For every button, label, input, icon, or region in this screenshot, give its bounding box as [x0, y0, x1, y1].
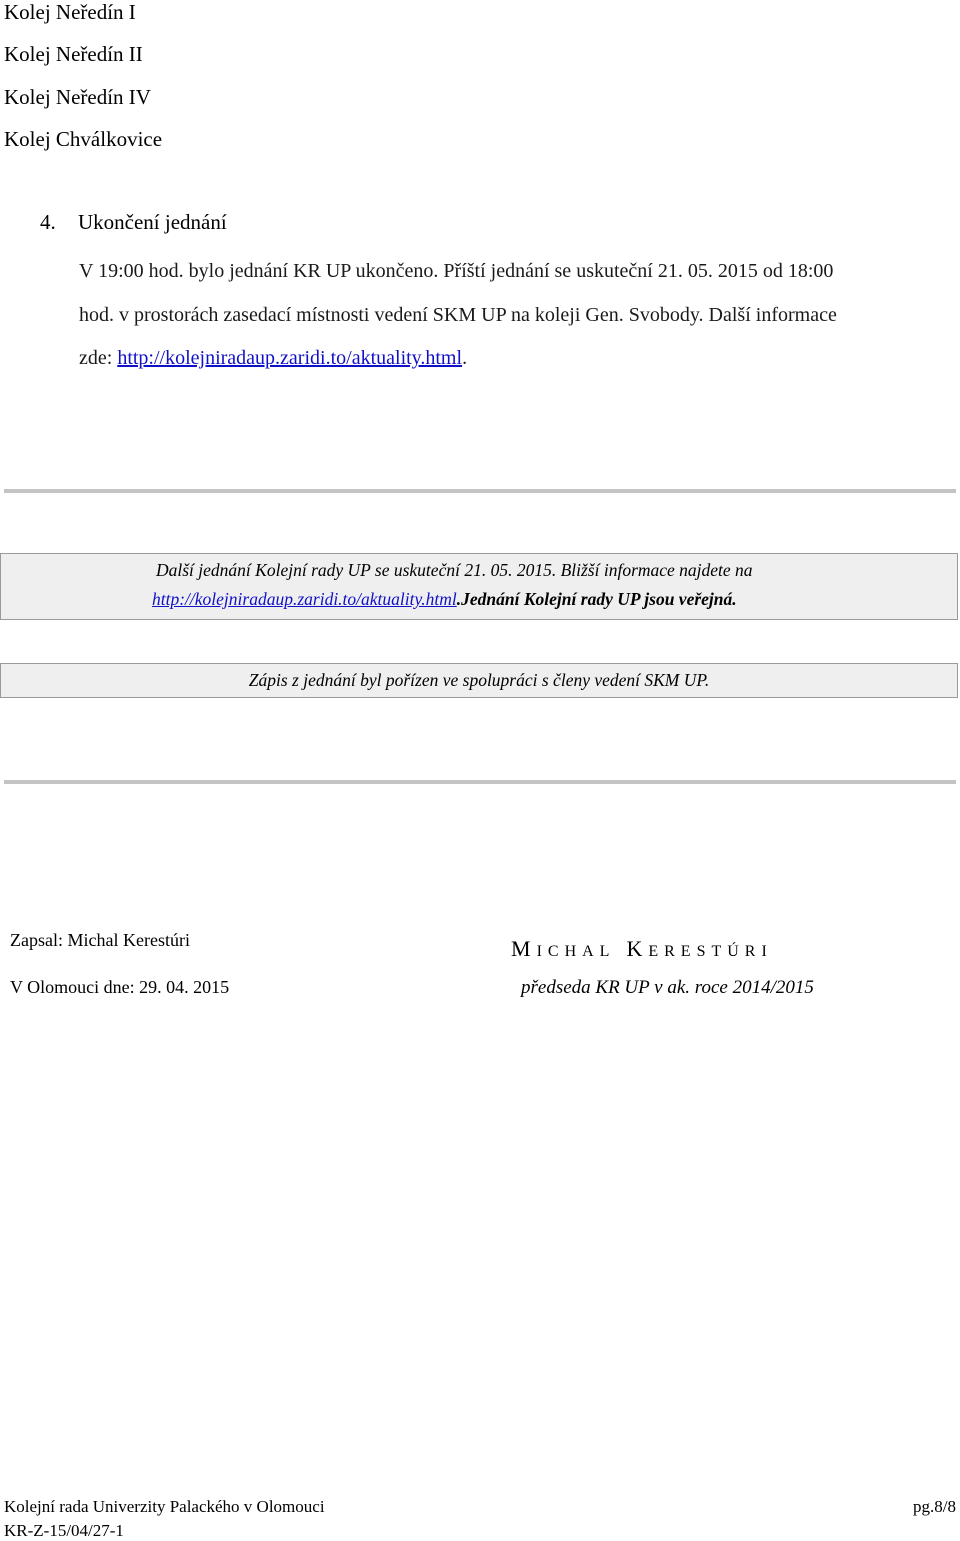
- section-number: 4.: [40, 210, 56, 234]
- section-heading: [40, 210, 227, 235]
- minutes-note-box: [0, 663, 958, 698]
- recorded-by: Zapsal: Michal Kerestúri: [10, 930, 190, 950]
- footer-org: Kolejní rada Univerzity Palackého v Olomouci: [4, 1497, 325, 1516]
- notice-link[interactable]: http://kolejniradaup.zaridi.to/aktuality.html: [152, 589, 457, 609]
- signatory-role: předseda KR UP v ak. roce 2014/2015: [521, 977, 814, 998]
- dorm-item-4: Kolej Chválkovice: [4, 127, 163, 151]
- section-title: Ukončení jednání: [78, 210, 227, 234]
- name-first-rest: ICHAL: [536, 943, 616, 960]
- name-last-initial: K: [626, 936, 649, 961]
- closing-line-1: V 19:00 hod. bylo jednání KR UP ukončeno. Příští jednání se uskuteční 21. 05. 2015 od 18:00: [79, 260, 834, 282]
- closing-suffix: .: [462, 347, 468, 369]
- name-first-initial: M: [511, 936, 537, 961]
- footer-doc-id: KR-Z-15/04/27-1: [4, 1521, 124, 1540]
- notice-text: Další jednání Kolejní rady UP se uskuteční 21. 05. 2015. Bližší informace najdete na: [156, 560, 753, 580]
- closing-prefix: zde:: [79, 347, 118, 369]
- footer-page-number: pg.8/8: [913, 1497, 956, 1516]
- aktuality-link[interactable]: http://kolejniradaup.zaridi.to/aktuality.html: [117, 347, 463, 369]
- notice-box: [0, 553, 958, 620]
- dorm-item-1: Kolej Neředín I: [4, 0, 136, 24]
- dorm-item-3: Kolej Neředín IV: [4, 85, 151, 109]
- closing-line-3: [79, 347, 467, 370]
- notice-line-2: [152, 589, 737, 610]
- minutes-note: Zápis z jednání byl pořízen ve spolupráci s členy vedení SKM UP.: [248, 670, 710, 690]
- dorm-item-2: Kolej Neředín II: [4, 42, 143, 66]
- notice-bold-text: .Jednání Kolejní rady UP jsou veřejná.: [456, 589, 737, 609]
- place-date: V Olomouci dne: 29. 04. 2015: [10, 977, 230, 997]
- name-last-rest: ERESTÚRI: [648, 943, 773, 960]
- divider-bottom: [4, 780, 956, 784]
- divider-top: [4, 489, 956, 493]
- signatory-name: [511, 936, 773, 962]
- closing-line-2: hod. v prostorách zasedací místnosti vedení SKM UP na koleji Gen. Svobody. Další informace: [79, 304, 837, 326]
